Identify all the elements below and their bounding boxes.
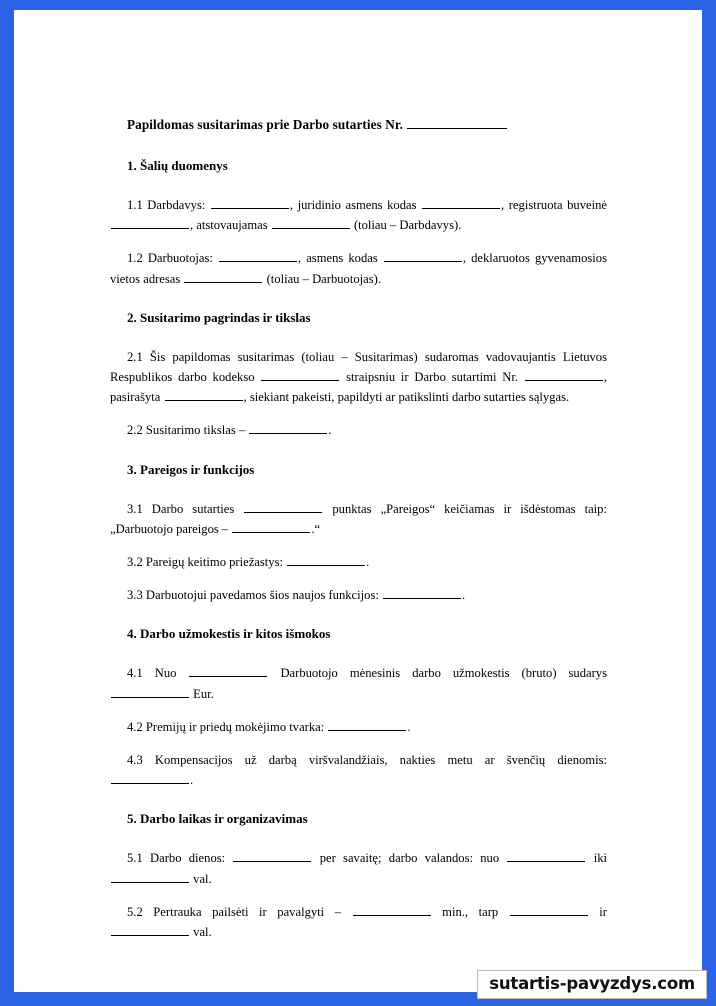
clause-text: punktas „Pareigos“ keičiamas ir išdėstomas taip: „Darbuotojo pareigos – <box>110 501 607 536</box>
clause-text: .“ <box>311 521 321 536</box>
blank-field-salary-start-date[interactable] <box>189 666 267 677</box>
spacer <box>110 235 607 248</box>
clause-3-3 <box>110 585 607 605</box>
clause-text: min., tarp <box>431 904 509 919</box>
blank-field-employee-duties[interactable] <box>232 522 310 533</box>
section-heading-1: 1. Šalių duomenys <box>127 158 228 173</box>
spacer <box>110 829 607 848</box>
spacer <box>110 889 607 902</box>
clause-text: , juridinio asmens kodas <box>289 198 422 212</box>
blank-field-duties-clause-number[interactable] <box>244 501 322 512</box>
spacer <box>110 572 607 585</box>
clause-text: 3.1 Darbo sutarties <box>127 501 244 516</box>
clause-text: . <box>407 719 411 734</box>
section-heading-5: 5. Darbo laikas ir organizavimas <box>127 811 308 827</box>
clause-text: 4.3 Kompensacijos už darbą viršvalandžiais, nakties metu ar švenčių dienomis: <box>127 753 607 768</box>
clause-4-1 <box>110 663 607 703</box>
clause-text: (toliau – Darbuotojas). <box>263 271 381 286</box>
spacer <box>110 441 607 460</box>
clause-3-2 <box>110 552 607 572</box>
blank-field-work-hours-to[interactable] <box>111 871 189 882</box>
clause-2-1 <box>110 347 607 408</box>
blank-field-employer-representative[interactable] <box>272 218 350 229</box>
clause-5-2 <box>110 902 607 942</box>
blank-field-new-functions[interactable] <box>383 588 461 599</box>
clause-text: , asmens kodas <box>297 251 383 266</box>
watermark-label: sutartis-pavyzdys.com <box>489 973 695 993</box>
clause-text: 4.1 Nuo <box>127 666 189 681</box>
blank-field-agreement-purpose[interactable] <box>249 423 327 434</box>
clause-text: . <box>190 773 194 788</box>
blank-field-bonus-procedure[interactable] <box>328 720 406 731</box>
spacer <box>110 407 607 420</box>
clause-text: , registruota buveinė <box>501 198 607 212</box>
spacer <box>110 135 607 156</box>
clause-4-3 <box>110 750 607 790</box>
blank-field-break-minutes[interactable] <box>353 905 431 916</box>
blank-field-break-to[interactable] <box>111 925 189 936</box>
clause-5-1 <box>110 848 607 888</box>
clause-text: 5.2 Pertrauka pailsėti ir pavalgyti – <box>127 904 352 919</box>
spacer <box>110 539 607 552</box>
clause-text: val. <box>190 925 212 940</box>
blank-field-overtime-compensation[interactable] <box>111 773 189 784</box>
clause-text: . <box>366 555 370 570</box>
blank-field-labour-code-article[interactable] <box>261 370 339 381</box>
clause-text: iki <box>586 851 608 866</box>
blank-field-salary-amount[interactable] <box>111 686 189 697</box>
blank-field-employer-code[interactable] <box>422 198 500 209</box>
clause-text: . <box>328 423 332 438</box>
page-title <box>110 115 607 135</box>
clause-text: Eur. <box>190 686 214 701</box>
spacer <box>110 605 607 624</box>
blank-field-work-days[interactable] <box>233 851 311 862</box>
spacer <box>110 644 607 663</box>
clause-text: , deklaruotos gyvenamosios vietos adresas <box>110 251 607 286</box>
spacer <box>110 480 607 499</box>
blank-field-signing-date[interactable] <box>165 390 243 401</box>
blank-field-contract-number[interactable] <box>407 117 507 129</box>
blank-field-employer-name[interactable] <box>211 198 289 209</box>
clause-4-2 <box>110 717 607 737</box>
blank-field-duty-change-reason[interactable] <box>287 555 365 566</box>
clause-text: (toliau – Darbdavys). <box>350 218 462 233</box>
spacer <box>110 737 607 750</box>
clause-1-2 <box>110 248 607 288</box>
clause-text: 1.2 Darbuotojas: <box>127 251 218 266</box>
spacer <box>110 704 607 717</box>
section-heading-2: 2. Susitarimo pagrindas ir tikslas <box>127 309 311 325</box>
blank-field-employee-code[interactable] <box>384 251 462 262</box>
blank-field-contract-number-ref[interactable] <box>525 370 603 381</box>
clause-text: 2.1 Šis papildomas susitarimas (toliau – Susitarimas) sudaromas vadovaujantis Lietuvos Respublikos darbo kodekso <box>110 349 607 385</box>
document-content <box>110 115 607 942</box>
section-heading-4: 4. Darbo užmokestis ir kitos išmokos <box>127 626 331 642</box>
spacer <box>110 790 607 809</box>
clause-1-1 <box>110 195 607 235</box>
clause-3-1 <box>110 499 607 539</box>
clause-text: 3.2 Pareigų keitimo priežastys: <box>127 555 287 570</box>
clause-text: , siekiant pakeisti, papildyti ar patikslinti darbo sutarties sąlygas. <box>243 390 570 405</box>
clause-text: val. <box>190 871 212 886</box>
clause-text: ir <box>588 904 608 919</box>
clause-text: 2.2 Susitarimo tikslas – <box>127 423 249 438</box>
spacer <box>110 289 607 308</box>
clause-text: , pasirašyta <box>110 370 607 405</box>
clause-text: 1.1 Darbdavys: <box>127 198 210 212</box>
blank-field-break-from[interactable] <box>510 905 588 916</box>
blank-field-employee-name[interactable] <box>219 251 297 262</box>
clause-2-2 <box>110 420 607 440</box>
clause-text: , atstovaujamas <box>190 218 271 233</box>
clause-text: straipsniu ir Darbo sutartimi Nr. <box>340 370 524 385</box>
page-title-text: Papildomas susitarimas prie Darbo sutarties Nr. <box>127 117 407 132</box>
blank-field-work-hours-from[interactable] <box>507 851 585 862</box>
clause-text: . <box>462 588 466 603</box>
section-heading-3: 3. Pareigos ir funkcijos <box>127 461 255 477</box>
watermark-badge <box>477 970 707 1000</box>
blank-field-employer-address[interactable] <box>111 218 189 229</box>
spacer <box>110 328 607 347</box>
spacer <box>110 176 607 195</box>
clause-text: Darbuotojo mėnesinis darbo užmokestis (bruto) sudarys <box>268 666 607 681</box>
clause-text: 4.2 Premijų ir priedų mokėjimo tvarka: <box>127 719 328 734</box>
clause-text: 5.1 Darbo dienos: <box>127 851 233 866</box>
clause-text: per savaitę; darbo valandos: nuo <box>312 851 507 866</box>
clause-text: 3.3 Darbuotojui pavedamos šios naujos funkcijos: <box>127 588 382 603</box>
paper-sheet <box>14 10 702 992</box>
blank-field-employee-address[interactable] <box>184 271 262 282</box>
